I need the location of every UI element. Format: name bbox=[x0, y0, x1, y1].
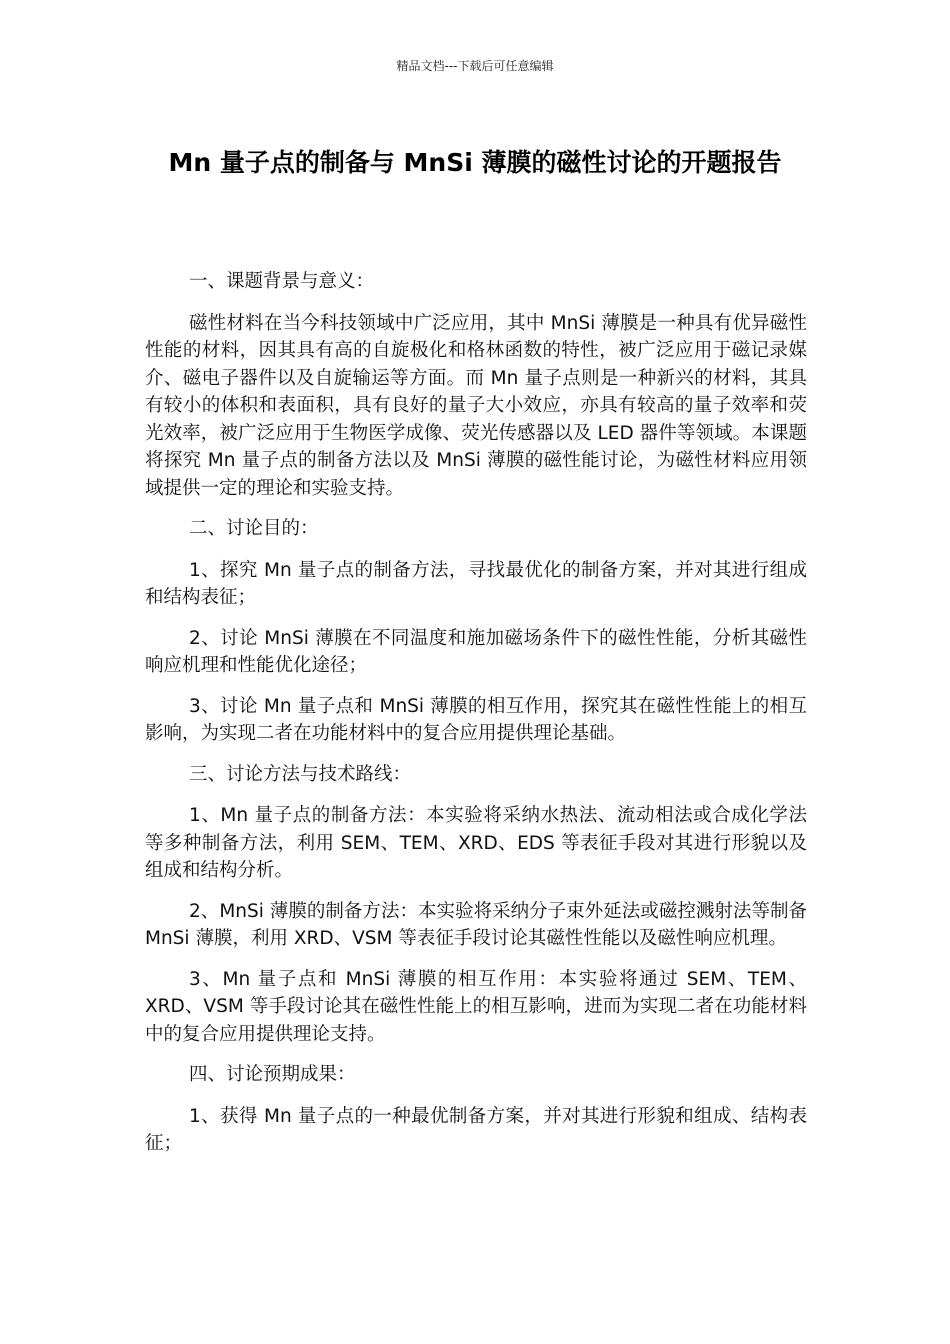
paragraph-method-2: 2、MnSi 薄膜的制备方法：本实验将采纳分子束外延法或磁控溅射法等制备 MnSi 薄膜，利用 XRD、VSM 等表征手段讨论其磁性性能以及磁性响应机理。 bbox=[145, 900, 807, 949]
section-heading-results: 四、讨论预期成果： bbox=[189, 1064, 356, 1085]
header-note: 精品文档---下载后可任意编辑 bbox=[396, 59, 554, 73]
document-body bbox=[145, 268, 807, 1171]
section-heading-method: 三、讨论方法与技术路线： bbox=[189, 763, 412, 785]
paragraph-results-1: 1、获得 Mn 量子点的一种最优制备方案，并对其进行形貌和组成、结构表征； bbox=[145, 1105, 807, 1154]
paragraph-method-1: 1、Mn 量子点的制备方法：本实验将采纳水热法、流动相法或合成化学法等多种制备方法，利用 SEM、TEM、XRD、EDS 等表征手段对其进行形貌以及组成和结构分析。 bbox=[145, 805, 807, 881]
paragraph-method-3: 3、Mn 量子点和 MnSi 薄膜的相互作用：本实验将通过 SEM、TEM、XRD、VSM 等手段讨论其在磁性性能上的相互影响，进而为实现二者在功能材料中的复合应用提供理论支持。 bbox=[145, 968, 807, 1045]
section-heading-purpose: 二、讨论目的： bbox=[189, 518, 319, 539]
paragraph-background: 磁性材料在当今科技领域中广泛应用，其中 MnSi 薄膜是一种具有优异磁性性能的材料，因其具有高的自旋极化和格林函数的特性，被广泛应用于磁记录媒介、磁电子器件以及自旋输运等方面。而 Mn 量子点则是一种新兴的材料，其具有较小的体积和表面积，具有良好的量子大小效应，亦具有较高的量子效率和荧光效率，被广泛应用于生物医学成像、荧光传感器以及 LED 器件等领域。本课题将探究 Mn 量子点的制备方法以及 MnSi 薄膜的磁性能讨论，为磁性材料应用领域提供一定的理论和实验支持。 bbox=[145, 312, 807, 499]
document-title: Mn 量子点的制备与 MnSi 薄膜的磁性讨论的开题报告 bbox=[168, 148, 782, 177]
paragraph-purpose-2: 2、讨论 MnSi 薄膜在不同温度和施加磁场条件下的磁性性能，分析其磁性响应机理和性能优化途径； bbox=[145, 627, 807, 676]
paragraph-purpose-3: 3、讨论 Mn 量子点和 MnSi 薄膜的相互作用，探究其在磁性性能上的相互影响，为实现二者在功能材料中的复合应用提供理论基础。 bbox=[145, 695, 807, 744]
section-heading-background: 一、课题背景与意义： bbox=[189, 271, 375, 292]
paragraph-purpose-1: 1、探究 Mn 量子点的制备方法，寻找最优化的制备方案，并对其进行组成和结构表征； bbox=[145, 559, 807, 608]
